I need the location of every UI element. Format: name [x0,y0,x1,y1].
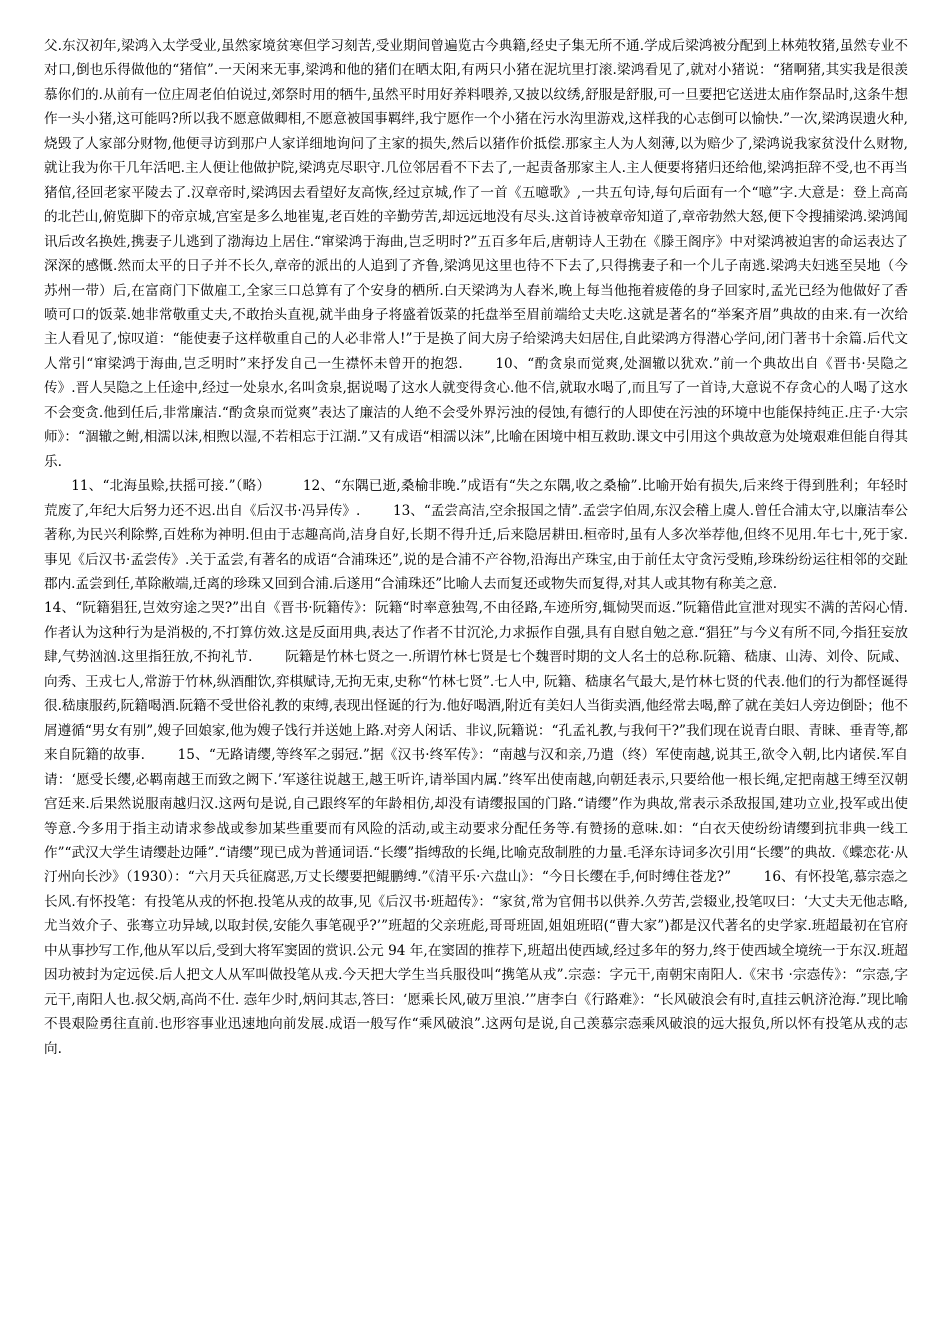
text-item-15: 15、“无路请缨,等终军之弱冠.”据《汉书·终军传》：“南越与汉和亲,乃遣（终）军使南越,说其王,欲令入朝,比内诸侯.军自请：‘愿受长缨,必羁南越王而致之阙下.’军遂往说越王,越王听许,请举国内属.”终军出使南越,向朝廷表示,只要给他一根长绳,定把南越王缚至汉朝宫廷来.后果然说服南越归汉.这两句是说,自己跟终军的年龄相仿,却没有请缨报国的门路.“请缨”作为典故,常表示杀敌报国,建功立业,投军或出使等意.今多用于指主动请求参战或参加某些重要而有风险的活动,或主动要求分配任务等.有赞扬的意味.如：“白衣天使纷纷请缨到抗非典一线工作”“武汉大学生请缨赴边陲”.“请缨”现已成为普通词语.“长缨”指缚敌的长绳,比喻克敌制胜的力量.毛泽东诗词多次引用“长缨”的典故.《蝶恋花·从汀州向长沙》（1930）：“六月天兵征腐恶,万丈长缨要把鲲鹏缚.”《清平乐·六盘山》：“今日长缨在手,何时缚住苍龙?” [44,747,908,886]
paragraph-items-14-16 [44,596,908,1061]
text-item-14: 14、“阮籍猖狂,岂效穷途之哭?”出自《晋书·阮籍传》：阮籍“时率意独驾,不由径路,车迹所穷,辄恸哭而返.”阮籍借此宣泄对现实不满的苦闷心情.作者认为这种行为是消极的,不打算仿效.这是反面用典,表达了作者不甘沉沦,力求振作自强,具有自慰自勉之意.“猖狂”与今义有所不同,今指狂妄放肆,气势汹汹.这里指狂放,不拘礼节. [44,600,908,666]
text-liang-hong-story: 父.东汉初年,梁鸿入太学受业,虽然家境贫寒但学习刻苦,受业期间曾遍览古今典籍,经史子集无所不通.学成后梁鸿被分配到上林苑牧猪,虽然专业不对口,倒也乐得做他的“猪倌”.一天闲来无事,梁鸿和他的猪们在晒太阳,有两只小猪在泥坑里打滚.梁鸿看见了,就对小猪说：“猪啊猪,其实我是很羡慕你们的.从前有一位庄周老伯伯说过,郊祭时用的牺牛,虽然平时用好养料喂养,又披以纹绣,舒服是舒服,可一旦要把它送进太庙作祭品时,这条牛想作一头小猪,这可能吗?所以我不愿意做卿相,不愿意被国事羁绊,我宁愿作一个小猪在污水沟里游戏,这样我的心志倒可以愉快.”一次,梁鸿误遗火种,烧毁了人家部分财物,他便寻访到那户人家详细地询问了主家的损失,然后以猪作价抵偿.那家主人为人刻薄,以为赔少了,梁鸿说我家贫没什么财物,就让我为你干几年活吧.主人便让他做护院,梁鸿克尽职守.几位邻居看不下去了,一起责备那家主人.主人便要将猪归还给他,梁鸿拒辞不受,也不再当猪倌,径回老家平陵去了.汉章帝时,梁鸿因去看望好友高恢,经过京城,作了一首《五噫歌》,一共五句诗,每句后面有一个“噫”字.大意是：登上高高的北芒山,俯览脚下的帝京城,宫室是多么地崔嵬,老百姓的辛勤劳苦,却远远地没有尽头.这首诗被章帝知道了,章帝勃然大怒,便下令搜捕梁鸿.梁鸿闻讯后改名换姓,携妻子儿逃到了渤海边上居住.“窜梁鸿于海曲,岂乏明时?”五百多年后,唐朝诗人王勃在《滕王阁序》中对梁鸿被迫害的命运表达了深深的感慨.然而太平的日子并不长久,章帝的派出的人追到了齐鲁,梁鸿见这里也待不下去了,只得携妻子和一个儿子南逃.梁鸿夫妇逃至吴地（今苏州一带）后,在富商门下做雇工,全家三口总算有了个安身的栖所.白天梁鸿为人舂米,晚上每当他拖着疲倦的身子回家时,孟光已经为他做好了香喷可口的饭菜.她非常敬重丈夫,不敢抬头直视,就半曲身子将盛着饭菜的托盘举至眉前端给丈夫吃.这就是著名的“举案齐眉”典故的由来.有一次给主人看见了,惊叹道：“能使妻子这样敬重自己的人必非常人!”于是换了间大房子给梁鸿夫妇居住,自此梁鸿方得潜心学问,闭门著书十余篇.后代文人常引“窜梁鸿于海曲,岂乏明时”来抒发自己一生襟怀未曾开的抱怨. [44,38,908,372]
text-seven-sages: 阮籍是竹林七贤之一.所谓竹林七贤是七个魏晋时期的文人名士的总称.阮籍、嵇康、山涛、刘伶、阮咸、向秀、王戎七人,常游于竹林,纵酒酣饮,弈棋赋诗,无拘无束,史称“竹林七贤”.七人中, 阮籍、嵇康名气最大,是竹林七贤的代表.他们的行为都怪诞得很.嵇康服药,阮籍喝酒.阮籍不受世俗礼教的束缚,表现出怪诞的行为.他好喝酒,附近有美妇人当街卖酒,他经常去喝,醉了就在美妇人旁边倒卧；他不屑遵循“男女有别”,嫂子回娘家,他为嫂子饯行并送她上路.对旁人闲话、非议,阮籍说：“孔孟礼教,与我何干?”我们现在说青白眼、青睐、垂青等,都来自阮籍的故事. [44,649,908,764]
text-item-12: 12、“东隅已逝,桑榆非晚.”成语有“失之东隅,收之桑榆”.比喻开始有损失,后来终于得到胜利；年轻时荒废了,年纪大后努力还不迟.出自《后汉书·冯异传》. [44,478,908,519]
paragraph-items-11-13 [44,474,908,596]
paragraph-liang-hong [44,34,908,474]
text-item-16: 16、有怀投笔,慕宗悫之长风.有怀投笔：有投笔从戎的怀抱.投笔从戎的故事,见《后汉书·班超传》：“家贫,常为官佣书以供养.久劳苦,尝辍业,投笔叹曰：‘大丈夫无他志略,尤当效介子、张骞立功异域,以取封侯,安能久事笔砚乎?’”班超的父亲班彪,哥哥班固,姐姐班昭(“曹大家”)都是汉代著名的史学家.班超最初在官府中从事抄写工作,他从军以后,受到大将军窦固的赏识.公元 94 年,在窦固的推荐下,班超出使西域,经过多年的努力,终于使西域全境统一于东汉.班超因功被封为定远侯.后人把文人从军叫做投笔从戎.今天把大学生当兵服役叫“携笔从戎”.宗悫：字元干,南朝宋南阳人.《宋书 ·宗悫传》：“宗悫,字元干,南阳人也.叔父炳,高尚不仕. 悫年少时,炳问其志,答曰：‘愿乘长风,破万里浪.’”唐李白《行路难》：“长风破浪会有时,直挂云帆济沧海.”现比喻不畏艰险勇往直前.也形容事业迅速地向前发展.成语一般写作“乘风破浪”.这两句是说,自己羡慕宗悫乘风破浪的远大报负,所以怀有投笔从戎的志向. [44,869,909,1057]
text-item-13: 13、“孟尝高洁,空余报国之情”.孟尝字伯周,东汉会稽上虞人.曾任合浦太守,以廉洁奉公著称,为民兴利除弊,百姓称为神明.但由于志趣高尚,洁身自好,长期不得升迁,后来隐居耕田.桓帝时,虽有人多次举荐他,但终不见用.年七十,死于家.事见《后汉书·孟尝传》.关于孟尝,有著名的成语“合浦珠还”,说的是合浦不产谷物,沿海出产珠宝,由于前任太守贪污受贿,珍珠纷纷运往相邻的交趾郡内.孟尝到任,革除敝端,迁离的珍珠又回到合浦.后遂用“合浦珠还”比喻人去而复还或物失而复得,对其人或其物有称美之意. [44,502,908,592]
text-item-10: 10、“酌贪泉而觉爽,处涸辙以犹欢.”前一个典故出自《晋书·吴隐之传》.晋人吴隐之上任途中,经过一处泉水,名叫贪泉,据说喝了这水人就变得贪心.他不信,就取水喝了,而且写了一首诗,大意说不存贪心的人喝了这水不会变贪.他到任后,非常廉洁.“酌贪泉而觉爽”表达了廉洁的人绝不会受外界污浊的侵蚀,有德行的人即使在污浊的环境中也能保持纯正.庄子·大宗师》：“涸辙之鲋,相濡以沫,相煦以湿,不若相忘于江湖.”又有成语“相濡以沫”,比喻在困境中相互救助.课文中引用这个典故意为处境艰难但能自得其乐. [44,355,908,470]
text-item-11: 11、“北海虽赊,扶摇可接.”（略） [71,478,271,495]
